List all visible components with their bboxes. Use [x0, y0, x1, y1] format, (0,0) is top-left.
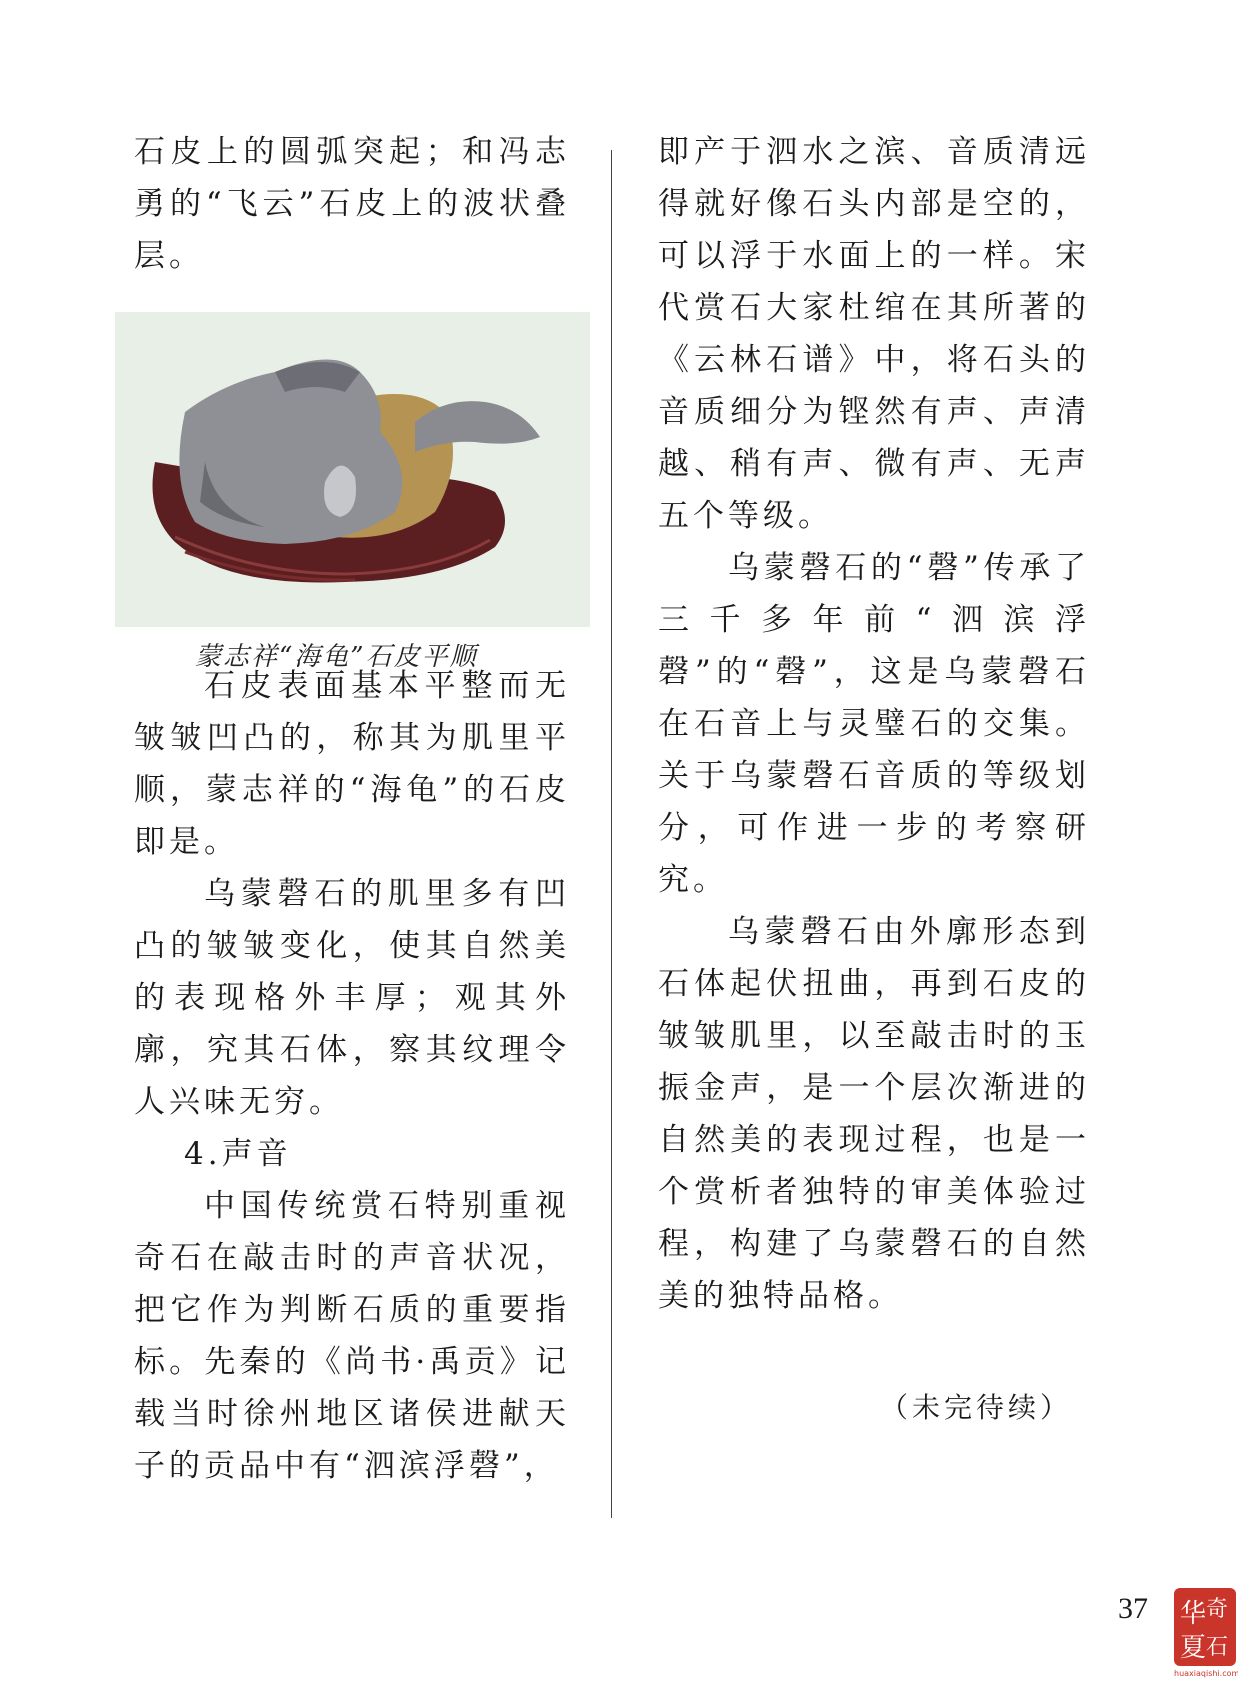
right-column [658, 126, 1090, 1322]
svg-text:夏: 夏 [1180, 1633, 1207, 1663]
svg-text:奇: 奇 [1206, 1597, 1229, 1622]
column-divider [611, 150, 612, 1518]
right-paragraph-3: 乌蒙磬石由外廓形态到石体起伏扭曲，再到石皮的皱皱肌里，以至敲击时的玉振金声，是一个层次渐进的自然美的表现过程，也是一个赏析者独特的审美体验过程，构建了乌蒙磬石的自然美的独特品格。 [658, 914, 1090, 1314]
right-paragraph-1: 即产于泗水之滨、音质清远得就好像石头内部是空的，可以浮于水面上的一样。宋代赏石大家杜绾在其所著的《云林石谱》中，将石头的音质细分为铿然有声、声清越、稍有声、微有声、无声五个等级。 [658, 134, 1090, 534]
svg-text:huaxiaqishi.com: huaxiaqishi.com [1174, 1669, 1238, 1678]
left-paragraph-3: 乌蒙磬石的肌里多有凹凸的皱皱变化，使其自然美的表现格外丰厚；观其外廓，究其石体，察其纹理令人兴味无穷。 [134, 876, 570, 1120]
stone-illustration [115, 312, 590, 627]
left-paragraph-4: 中国传统赏石特别重视奇石在敲击时的声音状况，把它作为判断石质的重要指标。先秦的《尚书·禹贡》记载当时徐州地区诸侯进献天子的贡品中有“泗滨浮磬”， [134, 1188, 570, 1484]
page-number: 37 [1118, 1592, 1148, 1625]
to-be-continued: （未完待续） [880, 1391, 1073, 1424]
watermark-logo [1172, 1586, 1238, 1678]
left-column-lower [134, 660, 570, 1492]
stone-photo [115, 312, 590, 627]
svg-text:华: 华 [1180, 1599, 1207, 1629]
section-heading: 4.声音 [184, 1136, 292, 1172]
seal-icon [1172, 1586, 1238, 1678]
photo-caption: 蒙志祥“海龟”石皮平顺 [195, 642, 478, 672]
svg-text:石: 石 [1206, 1635, 1229, 1660]
left-paragraph-2: 石皮表面基本平整而无皱皱凹凸的，称其为肌里平顺，蒙志祥的“海龟”的石皮即是。 [134, 668, 570, 860]
left-column [134, 126, 570, 282]
right-paragraph-2: 乌蒙磬石的“磬”传承了三千多年前“泗滨浮磬”的“磬”，这是乌蒙磬石在石音上与灵璧石的交集。关于乌蒙磬石音质的等级划分，可作进一步的考察研究。 [658, 550, 1090, 898]
left-paragraph-1: 石皮上的圆弧突起；和冯志勇的“飞云”石皮上的波状叠层。 [134, 134, 570, 274]
